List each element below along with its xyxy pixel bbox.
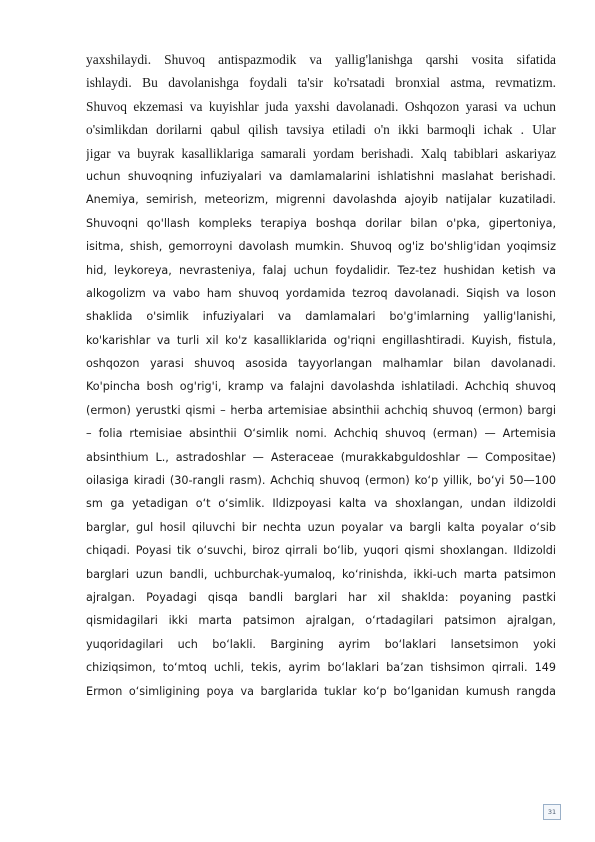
text-line-1: yaxshilaydi. Shuvoq antispazmodik va yallig'lanishga qarshi vosita sifatida xyxy=(86,52,556,67)
text-line-14: oshqozon yarasi shuvoq asosida tayyorlangan malhamlar bilan davolanadi. xyxy=(86,357,556,371)
text-line-19: oilasiga kiradi (30-rangli rasm). Achchiq shuvoq (ermon) ko‘p yillik, bo‘yi 50—100 xyxy=(86,474,556,488)
text-line-23: barglari uzun bandli, uchburchak-yumaloq, ko‘rinishda, ikki-uch marta patsimon xyxy=(86,567,556,581)
text-line-22: chiqadi. Poyasi tik o‘suvchi, biroz qirrali bo‘lib, yuqori qismi shoxlangan. Ildizoldi xyxy=(86,544,556,558)
text-line-8: Shuvoqni qo'llash kompleks terapiya boshqa dorilar bilan o'pka, gipertoniya, xyxy=(86,216,556,230)
text-line-28: Ermon o‘simligining poya va barglarida tuklar ko‘p bo‘lganidan kumush rangda xyxy=(86,684,556,698)
text-line-26: yuqoridagilari uch bo‘lakli. Bargining ayrim bo‘laklari lansetsimon yoki xyxy=(86,637,556,651)
text-line-27: chiziqsimon, to‘mtoq uchli, tekis, ayrim bo‘laklari ba’zan tishsimon qirrali. 149 xyxy=(86,661,556,675)
page-number-badge xyxy=(543,804,561,820)
page-number: 31 xyxy=(547,808,557,816)
text-line-12: shaklida o'simlik infuziyalari va damlamalari bo'g'imlarning yallig'lanishi, xyxy=(86,310,556,324)
text-line-15: Ko'pincha bosh og'rig'i, kramp va falajni davolashda ishlatiladi. Achchiq shuvoq xyxy=(86,380,556,394)
text-line-2: ishlaydi. Bu davolanishga foydali ta'sir ko'rsatadi bronxial astma, revmatizm. xyxy=(86,75,556,91)
text-line-10: hid, leykoreya, nevrasteniya, falaj uchun foydalidir. Tez-tez hushidan ketish va xyxy=(86,263,556,277)
text-line-9: isitma, shish, gemorroyni davolash mumkin. Shuvoq og'iz bo'shlig'idan yoqimsiz xyxy=(86,240,556,254)
text-line-11: alkogolizm va vabo ham shuvoq yordamida tezroq davolanadi. Siqish va loson xyxy=(86,286,556,300)
text-line-25: qismidagilari ikki marta patsimon ajralgan, o‘rtadagilari patsimon ajralgan, xyxy=(86,614,556,628)
text-line-5: jigar va buyrak kasalliklariga samarali yordam berishadi. Xalq tabiblari askariyaz xyxy=(86,145,556,161)
text-line-3: Shuvoq ekzemasi va kuyishlar juda yaxshi davolanadi. Oshqozon yarasi va uchun xyxy=(86,98,556,114)
text-line-6: uchun shuvoqning infuziyalari va damlamalarini ishlatishni maslahat berishadi. xyxy=(86,169,556,183)
text-line-17: – folia rtemisiae absinthii O‘simlik nomi. Achchiq shuvoq (erman) — Artemisia xyxy=(86,427,556,441)
text-line-21: barglar, gul hosil qiluvchi bir nechta uzun poyalar va bargli kalta poyalar o‘sib xyxy=(86,520,556,534)
text-line-4: o'simlikdan dorilarni qabul qilish tavsiya etiladi o'n ikki barmoqli ichak . Ular xyxy=(86,122,556,138)
text-line-16: (ermon) yerustki qismi – herba artemisiae absinthii achchiq shuvoq (ermon) bargi xyxy=(86,403,556,417)
text-line-24: ajralgan. Poyadagi qisqa bandli barglari har xil shaklda: poyaning pastki xyxy=(86,590,556,604)
text-line-20: sm ga yetadigan o‘t o‘simlik. Ildizpoyasi kalta va shoxlangan, undan ildizoldi xyxy=(86,497,556,511)
body-text xyxy=(86,48,556,703)
text-line-13: ko'karishlar va turli xil ko'z kasalliklarida og'riqni engillashtiradi. Kuyish, fistula, xyxy=(86,333,556,347)
text-line-18: absinthium L., astradoshlar — Asteraceae (murakkabguldoshlar — Compositae) xyxy=(86,450,556,464)
text-line-7: Anemiya, semirish, meteorizm, migrenni davolashda ajoyib natijalar kuzatiladi. xyxy=(86,193,556,207)
